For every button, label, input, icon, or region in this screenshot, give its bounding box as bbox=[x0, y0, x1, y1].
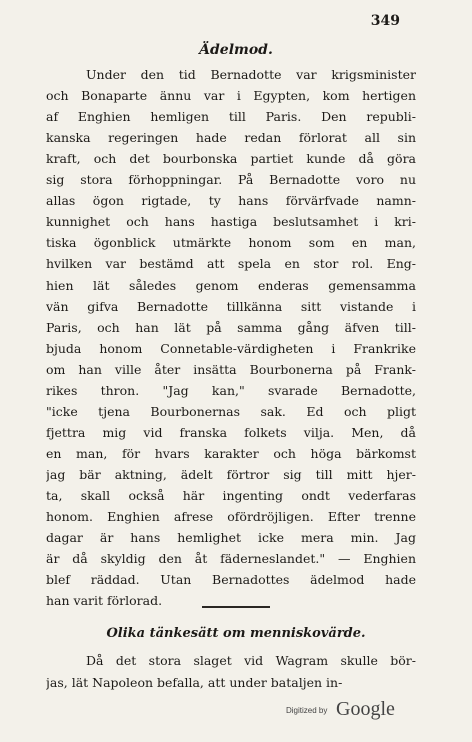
text-line: en man, för hvars karakter och höga bärkomst bbox=[46, 445, 416, 461]
text-line: af Enghien hemligen till Paris. Den republi- bbox=[46, 109, 416, 125]
text-line: kanska regeringen hade redan förlorat all sin bbox=[46, 130, 416, 146]
text-line: är då skyldig den åt fäderneslandet." — Enghien bbox=[46, 551, 416, 567]
section-heading-olika-tankesatt: Olika tänkesätt om menniskovärde. bbox=[106, 626, 366, 641]
text-line: kunnighet och hans hastiga beslutsamhet i kri- bbox=[46, 214, 416, 230]
digitized-by-label: Digitized by bbox=[286, 706, 328, 715]
text-line: allas ögon rigtade, ty hans förvärfvade namn- bbox=[46, 193, 416, 209]
text-line: fjettra mig vid franska folkets vilja. Men, då bbox=[46, 424, 416, 440]
text-line: sig stora förhoppningar. På Bernadotte voro nu bbox=[46, 172, 416, 188]
text-line: kraft, och det bourbonska partiet kunde då göra bbox=[46, 151, 416, 167]
text-line: hvilken var bestämd att spela en stor rol. Eng- bbox=[46, 256, 416, 272]
text-line: dagar är hans hemlighet icke mera min. Jag bbox=[46, 530, 416, 546]
section-divider bbox=[202, 606, 270, 608]
text-line: han varit förlorad. bbox=[46, 593, 163, 609]
text-line: Paris, och han lät på samma gång äfven till- bbox=[46, 319, 416, 335]
text-line: rikes thron. "Jag kan," svarade Bernadotte, bbox=[46, 382, 416, 398]
text-line: tiska ögonblick utmärkte honom som en man, bbox=[46, 235, 416, 251]
text-line: jag bär aktning, ädelt förtror sig till mitt hjer- bbox=[46, 466, 416, 482]
text-line: honom. Enghien afrese ofördröjligen. Efter trenne bbox=[46, 509, 416, 525]
text-line: vän gifva Bernadotte tillkänna sitt vistande i bbox=[46, 298, 416, 314]
text-line: "icke tjena Bourbonernas sak. Ed och pligt bbox=[46, 403, 416, 419]
text-line: bjuda honom Connetable-värdigheten i Frankrike bbox=[46, 340, 416, 356]
text-line: och Bonaparte ännu var i Egypten, kom hertigen bbox=[46, 88, 416, 104]
google-watermark-logo: Google bbox=[336, 698, 395, 720]
text-line: hien lät således genom enderas gemensamma bbox=[46, 277, 416, 293]
page-number: 349 bbox=[370, 13, 400, 29]
text-line: ta, skall också här ingenting ondt vederfaras bbox=[46, 488, 416, 503]
text-line: Då det stora slaget vid Wagram skulle bör- bbox=[86, 653, 416, 668]
section-heading-adelmod: Ädelmod. bbox=[199, 42, 273, 58]
text-line: om han ville åter insätta Bourbonerna på Frank- bbox=[46, 361, 416, 377]
text-line: blef räddad. Utan Bernadottes ädelmod hade bbox=[46, 572, 416, 588]
text-line: jas, lät Napoleon befalla, att under bataljen in- bbox=[46, 674, 343, 690]
text-line: Under den tid Bernadotte var krigsminister bbox=[86, 67, 416, 82]
